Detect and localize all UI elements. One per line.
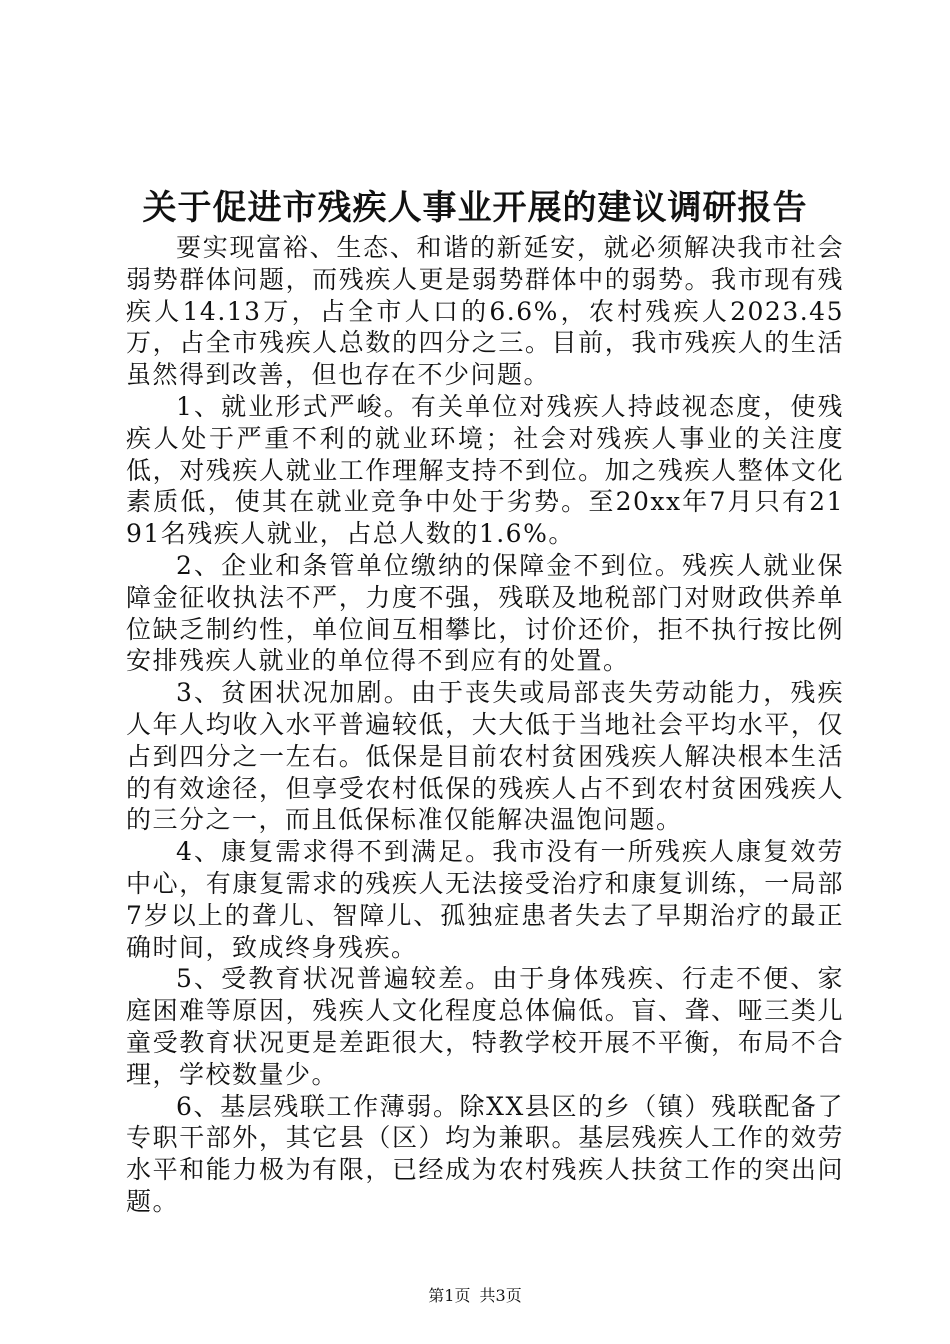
paragraph-rehabilitation: 4、康复需求得不到满足。我市没有一所残疾人康复效劳中心，有康复需求的残疾人无法接受治疗和康复训练，一局部7岁以上的聋儿、智障儿、孤独症患者失去了早期治疗的最正确时间，致成终身残疾。	[126, 837, 844, 962]
paragraph-grassroots: 6、基层残联工作薄弱。除XX县区的乡（镇）残联配备了专职干部外，其它县（区）均为兼职。基层残疾人工作的效劳水平和能力极为有限，已经成为农村残疾人扶贫工作的突出问题。	[126, 1091, 844, 1216]
paragraph-employment: 1、就业形式严峻。有关单位对残疾人持歧视态度，使残疾人处于严重不利的就业环境；社会对残疾人事业的关注度低，对残疾人就业工作理解支持不到位。加之残疾人整体文化素质低，使其在就业竞争中处于劣势。至20xx年7月只有2191名残疾人就业，占总人数的1.6%。	[126, 391, 844, 549]
paragraph-security-fund: 2、企业和条管单位缴纳的保障金不到位。残疾人就业保障金征收执法不严，力度不强，残联及地税部门对财政供养单位缺乏制约性，单位间互相攀比，讨价还价，拒不执行按比例安排残疾人就业的单位得不到应有的处置。	[126, 550, 844, 676]
paragraph-intro: 要实现富裕、生态、和谐的新延安，就必须解决我市社会弱势群体问题，而残疾人更是弱势群体中的弱势。我市现有残疾人14.13万，占全市人口的6.6%，农村残疾人2023.45万，占全市残疾人总数的四分之三。目前，我市残疾人的生活虽然得到改善，但也存在不少问题。	[126, 233, 844, 390]
document-title: 关于促进市残疾人事业开展的建议调研报告	[142, 188, 808, 228]
page-number-total: 共3页	[479, 1286, 522, 1305]
paragraph-poverty: 3、贫困状况加剧。由于丧失或局部丧失劳动能力，残疾人年人均收入水平普遍较低，大大低于当地社会平均水平，仅占到四分之一左右。低保是目前农村贫困残疾人解决根本生活的有效途径，但享受农村低保的残疾人占不到农村贫困残疾人的三分之一，而且低保标准仅能解决温饱问题。	[126, 678, 844, 835]
page-number-current: 第1页	[428, 1286, 471, 1305]
paragraph-education: 5、受教育状况普遍较差。由于身体残疾、行走不便、家庭困难等原因，残疾人文化程度总体偏低。盲、聋、哑三类儿童受教育状况更是差距很大，特教学校开展不平衡，布局不合理，学校数量少。	[126, 964, 844, 1089]
page-footer	[0, 1286, 950, 1306]
document-body	[126, 232, 844, 1218]
